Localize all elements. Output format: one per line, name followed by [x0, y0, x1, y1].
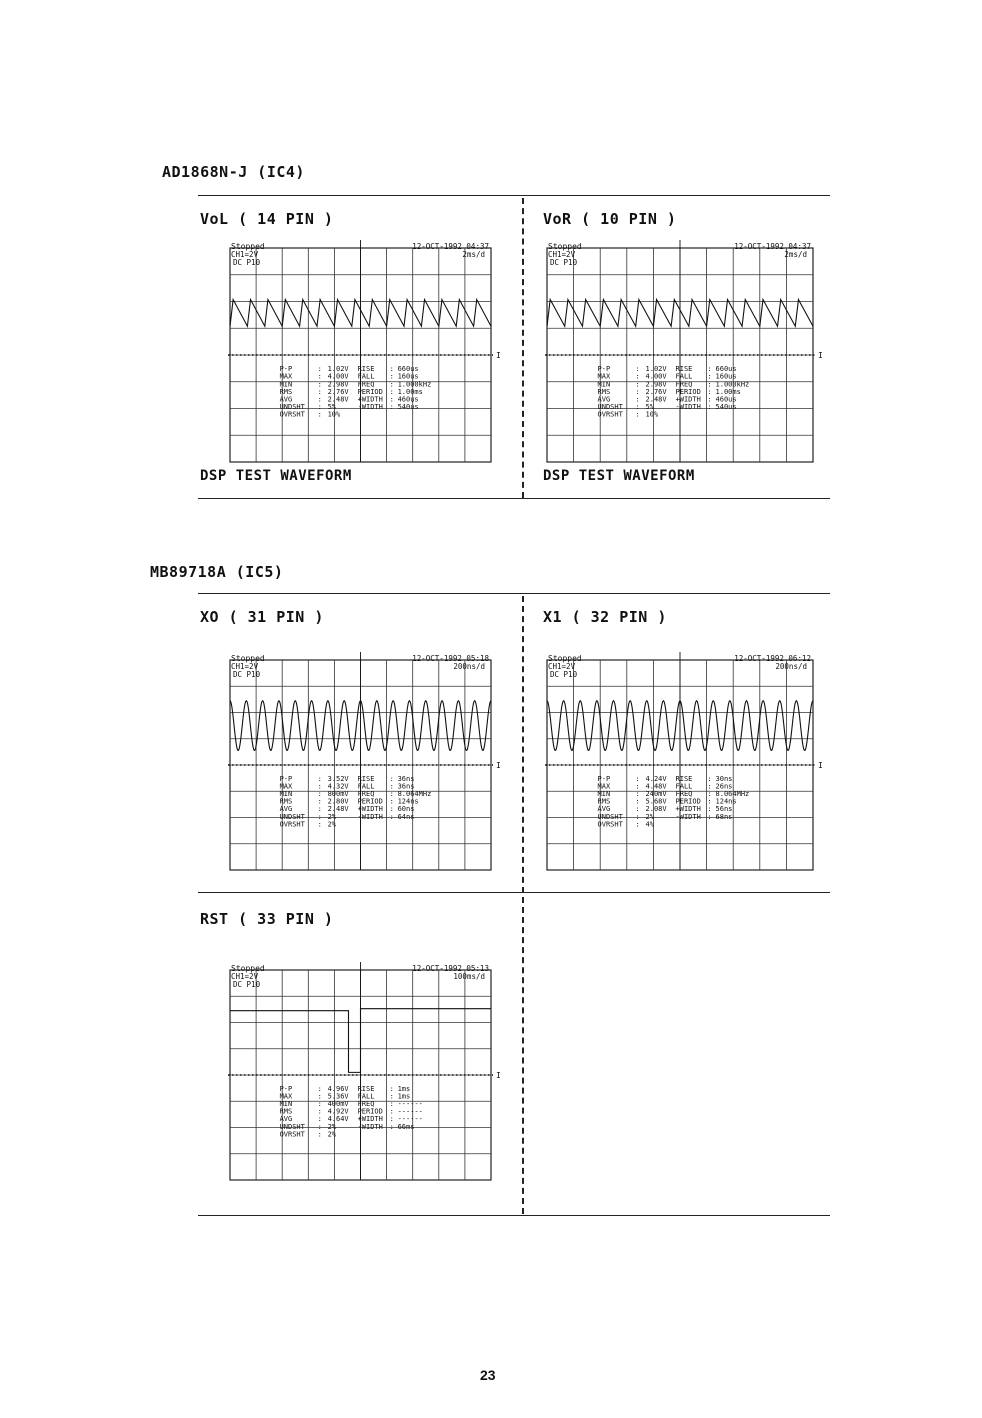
oscilloscope-xo — [228, 650, 503, 872]
meas-colon2: : — [707, 774, 712, 783]
meas-colon: : — [635, 380, 640, 389]
meas-value: 5% — [645, 403, 654, 412]
reference-marker: I — [818, 761, 823, 770]
reference-marker: I — [818, 351, 823, 360]
meas-label2: FALL — [357, 372, 375, 381]
meas-label: MIN — [279, 789, 293, 798]
column-divider-2 — [522, 596, 524, 1214]
scope-channel: CH1=2V — [231, 250, 259, 259]
meas-colon2: : — [389, 1122, 394, 1131]
meas-colon: : — [635, 410, 640, 419]
meas-label: MAX — [597, 372, 611, 381]
section-title-mb89718a: MB89718A (IC5) — [150, 563, 284, 581]
meas-label2: -WIDTH — [675, 812, 701, 821]
meas-colon: : — [635, 820, 640, 829]
meas-label2: +WIDTH — [675, 395, 701, 404]
scope-timebase: 100ms/d — [453, 972, 485, 981]
meas-label: RMS — [279, 387, 293, 396]
meas-label2: FALL — [357, 1092, 375, 1101]
meas-value: 2.08V — [645, 805, 667, 814]
meas-colon2: : — [707, 782, 712, 791]
meas-label: MAX — [279, 372, 293, 381]
scope-coupling: DC P10 — [233, 980, 261, 989]
meas-value2: 56ns — [715, 805, 733, 814]
meas-label: AVG — [279, 805, 293, 814]
meas-label2: RISE — [675, 365, 693, 374]
meas-value: 2% — [327, 820, 337, 829]
meas-value2: 1.000kHz — [397, 380, 432, 389]
meas-value: 2.76V — [645, 387, 667, 396]
scope-timebase: 200ns/d — [775, 662, 807, 671]
meas-value: 4.32V — [327, 782, 349, 791]
meas-value: 1.02V — [645, 365, 667, 374]
meas-label: MIN — [279, 380, 293, 389]
meas-label: UNDSHT — [597, 403, 623, 412]
meas-label2: -WIDTH — [357, 812, 383, 821]
meas-value: 2.48V — [645, 395, 667, 404]
scope-timebase: 2ms/d — [784, 250, 807, 259]
meas-value2: 660us — [397, 365, 419, 374]
scope-channel: CH1=2V — [231, 662, 259, 671]
meas-value2: 30ns — [715, 774, 733, 783]
section2-top-rule — [198, 593, 830, 594]
meas-colon: : — [317, 410, 322, 419]
scope-date: 12-OCT-1992 04:37 — [734, 242, 811, 251]
meas-colon: : — [635, 365, 640, 374]
meas-colon2: : — [707, 395, 712, 404]
scope-coupling: DC P10 — [233, 670, 261, 679]
scope-status: Stopped — [548, 242, 582, 251]
meas-value: 2.98V — [645, 380, 667, 389]
meas-colon2: : — [389, 812, 394, 821]
panel-title-rst: RST ( 33 PIN ) — [200, 910, 334, 928]
meas-label: RMS — [597, 797, 611, 806]
meas-colon: : — [317, 1107, 322, 1116]
meas-colon: : — [317, 1099, 322, 1108]
panel-title-vol: VoL ( 14 PIN ) — [200, 210, 334, 228]
meas-colon2: : — [389, 1092, 394, 1101]
meas-value: 4.48V — [645, 782, 667, 791]
meas-label2: PERIOD — [357, 387, 383, 396]
meas-value2: 1.00ms — [397, 387, 423, 396]
meas-label: UNDSHT — [597, 812, 623, 821]
meas-label2: FREQ — [675, 380, 693, 389]
scope-status: Stopped — [231, 654, 265, 663]
scope-coupling: DC P10 — [550, 670, 578, 679]
meas-label: UNDSHT — [279, 812, 305, 821]
meas-value2: ------ — [397, 1115, 423, 1124]
meas-colon2: : — [389, 365, 394, 374]
scope-coupling: DC P10 — [550, 258, 578, 267]
meas-value: 4.92V — [327, 1107, 349, 1116]
meas-label2: PERIOD — [675, 387, 701, 396]
meas-colon: : — [317, 387, 322, 396]
meas-value: 240mV — [645, 789, 667, 798]
panel-title-x1: X1 ( 32 PIN ) — [543, 608, 667, 626]
meas-colon: : — [317, 1122, 322, 1131]
scope-date: 12-OCT-1992 04:37 — [412, 242, 489, 251]
meas-label: RMS — [279, 797, 293, 806]
oscilloscope-vol — [228, 238, 503, 464]
meas-value: 4.00V — [645, 372, 667, 381]
meas-colon2: : — [707, 387, 712, 396]
oscilloscope-vor — [545, 238, 825, 464]
meas-value2: 540us — [397, 403, 419, 412]
meas-colon2: : — [389, 1115, 394, 1124]
meas-label2: +WIDTH — [357, 805, 383, 814]
meas-value: 2.48V — [327, 805, 349, 814]
scope-timebase: 2ms/d — [462, 250, 485, 259]
meas-colon2: : — [707, 403, 712, 412]
meas-value2: 36ns — [397, 782, 415, 791]
meas-label2: RISE — [675, 774, 693, 783]
meas-colon2: : — [389, 372, 394, 381]
meas-value2: ------ — [397, 1099, 423, 1108]
meas-colon: : — [635, 403, 640, 412]
meas-value2: 460us — [397, 395, 419, 404]
meas-value2: 1ms — [397, 1092, 411, 1101]
meas-label: RMS — [597, 387, 611, 396]
meas-label: OVRSHT — [597, 410, 623, 419]
meas-colon: : — [635, 812, 640, 821]
meas-colon: : — [317, 820, 322, 829]
meas-value: 1.02V — [327, 365, 349, 374]
meas-value: 4.24V — [645, 774, 667, 783]
meas-colon2: : — [707, 812, 712, 821]
meas-label: AVG — [597, 395, 611, 404]
meas-value: 2.48V — [327, 395, 349, 404]
meas-colon2: : — [707, 372, 712, 381]
meas-colon2: : — [389, 395, 394, 404]
meas-value: 4.00V — [327, 372, 349, 381]
meas-value: 4.64V — [327, 1115, 349, 1124]
meas-value: 2% — [327, 812, 337, 821]
meas-colon: : — [317, 797, 322, 806]
scope-coupling: DC P10 — [233, 258, 261, 267]
meas-colon: : — [317, 805, 322, 814]
meas-value: 2% — [327, 1130, 337, 1139]
meas-label2: FREQ — [357, 380, 375, 389]
meas-label: MAX — [279, 1092, 293, 1101]
meas-value2: 1.00ms — [715, 387, 741, 396]
meas-value2: 66ms — [397, 1122, 415, 1131]
meas-colon: : — [317, 1115, 322, 1124]
meas-value2: 1ms — [397, 1084, 411, 1093]
meas-colon: : — [635, 774, 640, 783]
meas-colon2: : — [707, 365, 712, 374]
meas-value2: 26ns — [715, 782, 733, 791]
meas-colon2: : — [389, 1107, 394, 1116]
reference-marker: I — [496, 351, 501, 360]
meas-colon2: : — [389, 380, 394, 389]
page-number: 23 — [480, 1367, 496, 1383]
meas-label: UNDSHT — [279, 403, 305, 412]
meas-label2: +WIDTH — [675, 805, 701, 814]
meas-label: P-P — [279, 1084, 293, 1093]
meas-colon: : — [317, 365, 322, 374]
meas-colon: : — [635, 782, 640, 791]
meas-value2: 124ns — [397, 797, 419, 806]
section2-bottom-rule — [198, 1215, 830, 1216]
meas-value2: 460us — [715, 395, 737, 404]
reference-marker: I — [496, 761, 501, 770]
meas-value2: 68ns — [715, 812, 733, 821]
meas-label2: FALL — [357, 782, 375, 791]
meas-colon: : — [317, 372, 322, 381]
section-top-rule — [198, 195, 830, 196]
meas-value2: 540us — [715, 403, 737, 412]
meas-value: 3.52V — [327, 774, 349, 783]
meas-label2: PERIOD — [357, 1107, 383, 1116]
meas-label: OVRSHT — [279, 1130, 305, 1139]
scope-channel: CH1=2V — [548, 662, 576, 671]
meas-label2: +WIDTH — [357, 1115, 383, 1124]
meas-value: 2% — [327, 1122, 337, 1131]
meas-colon2: : — [707, 805, 712, 814]
scope-date: 12-OCT-1992 06:12 — [734, 654, 811, 663]
meas-value: 800mV — [327, 789, 349, 798]
meas-value: 4.96V — [327, 1084, 349, 1093]
meas-colon2: : — [389, 387, 394, 396]
meas-colon2: : — [707, 797, 712, 806]
scope-date: 12-OCT-1992 05:18 — [412, 654, 489, 663]
meas-colon2: : — [389, 403, 394, 412]
meas-label2: FREQ — [357, 789, 375, 798]
section-bottom-rule — [198, 498, 830, 499]
oscilloscope-rst — [228, 960, 503, 1182]
meas-label: AVG — [279, 1115, 293, 1124]
meas-value2: 8.064MHz — [397, 789, 432, 798]
meas-label2: FREQ — [357, 1099, 375, 1108]
section2-middle-rule — [198, 892, 830, 893]
meas-label2: -WIDTH — [357, 403, 383, 412]
meas-label: MIN — [597, 380, 611, 389]
meas-label2: PERIOD — [357, 797, 383, 806]
meas-colon: : — [317, 1130, 322, 1139]
meas-colon: : — [317, 789, 322, 798]
meas-value: 400mV — [327, 1099, 349, 1108]
meas-colon: : — [635, 387, 640, 396]
meas-colon: : — [317, 403, 322, 412]
meas-label2: FALL — [675, 782, 693, 791]
caption-vol: DSP TEST WAVEFORM — [200, 468, 352, 484]
meas-value2: 660us — [715, 365, 737, 374]
meas-label: P-P — [597, 774, 611, 783]
meas-label: OVRSHT — [597, 820, 623, 829]
meas-value: 5.68V — [645, 797, 667, 806]
meas-label: P-P — [597, 365, 611, 374]
meas-value: 5.36V — [327, 1092, 349, 1101]
meas-colon2: : — [707, 380, 712, 389]
meas-value: 2.98V — [327, 380, 349, 389]
meas-colon: : — [635, 805, 640, 814]
meas-label2: RISE — [357, 365, 375, 374]
meas-value: 5% — [327, 403, 337, 412]
meas-value: 2% — [645, 812, 654, 821]
scope-timebase: 200ns/d — [453, 662, 485, 671]
meas-label2: -WIDTH — [357, 1122, 383, 1131]
meas-label: P-P — [279, 365, 293, 374]
meas-label: MAX — [279, 782, 293, 791]
meas-label: RMS — [279, 1107, 293, 1116]
scope-status: Stopped — [231, 242, 265, 251]
meas-label: AVG — [279, 395, 293, 404]
meas-value: 10% — [327, 410, 341, 419]
waveform-trace — [230, 1009, 491, 1073]
meas-value: 4% — [645, 820, 654, 829]
meas-value2: 64ns — [397, 812, 415, 821]
scope-channel: CH1=2V — [231, 972, 259, 981]
meas-value2: 60ns — [397, 805, 415, 814]
meas-label2: FALL — [675, 372, 693, 381]
meas-colon2: : — [389, 774, 394, 783]
section-title-ad1868: AD1868N-J (IC4) — [162, 163, 305, 181]
meas-label: OVRSHT — [279, 410, 305, 419]
meas-colon2: : — [389, 1084, 394, 1093]
meas-label2: +WIDTH — [357, 395, 383, 404]
meas-colon2: : — [389, 805, 394, 814]
meas-value2: 36ns — [397, 774, 415, 783]
meas-value2: 160us — [397, 372, 419, 381]
meas-colon2: : — [389, 797, 394, 806]
meas-value2: 8.064MHz — [715, 789, 750, 798]
meas-label: AVG — [597, 805, 611, 814]
panel-title-xo: XO ( 31 PIN ) — [200, 608, 324, 626]
meas-value: 2.80V — [327, 797, 349, 806]
meas-label: UNDSHT — [279, 1122, 305, 1131]
meas-colon: : — [317, 774, 322, 783]
meas-colon: : — [635, 372, 640, 381]
meas-value2: 1.000kHz — [715, 380, 750, 389]
meas-colon: : — [635, 797, 640, 806]
meas-colon: : — [635, 789, 640, 798]
meas-colon: : — [317, 812, 322, 821]
meas-colon: : — [317, 1084, 322, 1093]
panel-title-vor: VoR ( 10 PIN ) — [543, 210, 677, 228]
meas-label2: FREQ — [675, 789, 693, 798]
meas-colon: : — [317, 782, 322, 791]
meas-label: MIN — [279, 1099, 293, 1108]
meas-colon: : — [635, 395, 640, 404]
meas-value2: ------ — [397, 1107, 423, 1116]
meas-colon: : — [317, 1092, 322, 1101]
meas-label2: PERIOD — [675, 797, 701, 806]
meas-colon: : — [317, 395, 322, 404]
scope-status: Stopped — [548, 654, 582, 663]
scope-status: Stopped — [231, 964, 265, 973]
meas-label: MIN — [597, 789, 611, 798]
meas-label2: RISE — [357, 774, 375, 783]
scope-channel: CH1=2V — [548, 250, 576, 259]
meas-colon2: : — [389, 782, 394, 791]
meas-colon2: : — [389, 1099, 394, 1108]
meas-label2: -WIDTH — [675, 403, 701, 412]
meas-value2: 160us — [715, 372, 737, 381]
meas-label: P-P — [279, 774, 293, 783]
meas-value: 10% — [645, 410, 659, 419]
meas-value: 2.76V — [327, 387, 349, 396]
meas-label: MAX — [597, 782, 611, 791]
caption-vor: DSP TEST WAVEFORM — [543, 468, 695, 484]
reference-marker: I — [496, 1071, 501, 1080]
meas-colon2: : — [707, 789, 712, 798]
column-divider — [522, 198, 524, 498]
meas-colon2: : — [389, 789, 394, 798]
meas-value2: 124ns — [715, 797, 737, 806]
meas-label2: RISE — [357, 1084, 375, 1093]
oscilloscope-x1 — [545, 650, 825, 872]
meas-colon: : — [317, 380, 322, 389]
meas-label: OVRSHT — [279, 820, 305, 829]
scope-date: 12-OCT-1992 05:13 — [412, 964, 489, 973]
